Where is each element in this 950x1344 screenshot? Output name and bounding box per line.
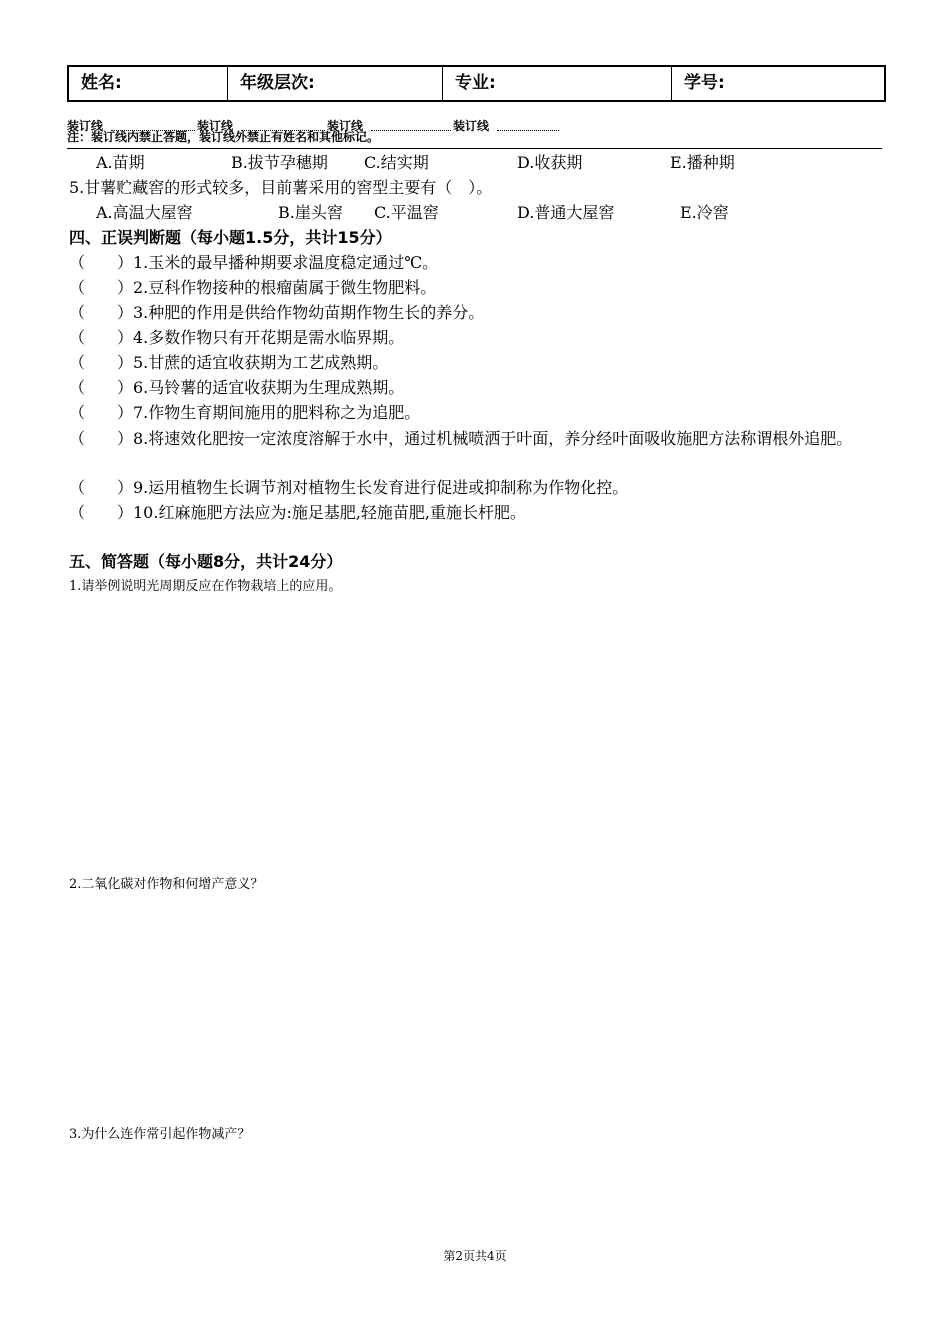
binding-dotted-line	[371, 130, 451, 131]
short-answer-question-1: 1.请举例说明光周期反应在作物栽培上的应用。	[69, 579, 342, 594]
judgement-item: （ ）1.玉米的最早播种期要求温度稳定通过℃。	[69, 253, 439, 272]
section-4-title: 四、正误判断题（每小题1.5分，共计15分）	[69, 228, 392, 247]
q4-option-e: E.播种期	[670, 153, 735, 172]
q4-option-a: A.苗期	[96, 153, 145, 172]
binding-line-label: 装订线	[453, 119, 490, 133]
judgement-item: （ ）7.作物生育期间施用的肥料称之为追肥。	[69, 403, 421, 422]
student-info-table	[67, 65, 886, 102]
judgement-item: （ ）9.运用植物生长调节剂对植物生长发育进行促进或抑制称为作物化控。	[69, 478, 629, 497]
binding-line-label: 装订线	[197, 119, 234, 133]
judgement-item: （ ）8.将速效化肥按一定浓度溶解于水中，通过机械喷洒于叶面，养分经叶面吸收施肥方法称谓根外追肥。	[69, 429, 853, 448]
short-answer-question-3: 3.为什么连作常引起作物减产？	[69, 1127, 251, 1142]
binding-line-label: 装订线	[67, 119, 104, 133]
name-field-label: 姓名:	[69, 67, 228, 100]
binding-note: 注：装订线内禁止答题，装订线外禁止有姓名和其他标记。	[67, 130, 380, 144]
q5-option-c: C.平温窖	[374, 203, 439, 222]
q5-option-a: A.高温大屋窖	[96, 203, 193, 222]
binding-line-label: 装订线	[327, 119, 364, 133]
q5-option-d: D.普通大屋窖	[517, 203, 615, 222]
grade-field-label: 年级层次:	[228, 67, 443, 100]
binding-dotted-line	[497, 130, 559, 131]
q4-option-c: C.结实期	[364, 153, 429, 172]
binding-line	[67, 117, 882, 150]
judgement-item: （ ）2.豆科作物接种的根瘤菌属于微生物肥料。	[69, 278, 437, 297]
judgement-item: （ ）6.马铃薯的适宜收获期为生理成熟期。	[69, 378, 405, 397]
judgement-item: （ ）4.多数作物只有开花期是需水临界期。	[69, 328, 405, 347]
short-answer-question-2: 2.二氧化碳对作物和何增产意义？	[69, 877, 264, 892]
student-id-field-label: 学号:	[684, 73, 725, 93]
q5-option-e: E.冷窖	[680, 203, 729, 222]
page-number: 第2页共4页	[443, 1249, 507, 1263]
q4-option-d: D.收获期	[517, 153, 583, 172]
q5-question: 5.甘薯贮藏窖的形式较多，目前薯采用的窖型主要有（ ）。	[69, 178, 493, 197]
divider	[67, 148, 882, 149]
q5-option-b: B.崖头窖	[278, 203, 343, 222]
major-field-label: 专业:	[443, 67, 672, 100]
judgement-item: （ ）3.种肥的作用是供给作物幼苗期作物生长的养分。	[69, 303, 485, 322]
judgement-item: （ ）5.甘蔗的适宜收获期为工艺成熟期。	[69, 353, 389, 372]
judgement-item: （ ）10.红麻施肥方法应为:施足基肥,轻施苗肥,重施长杆肥。	[69, 503, 527, 522]
q4-option-b: B.拔节孕穗期	[231, 153, 328, 172]
section-5-title: 五、简答题（每小题8分，共计24分）	[69, 552, 343, 571]
